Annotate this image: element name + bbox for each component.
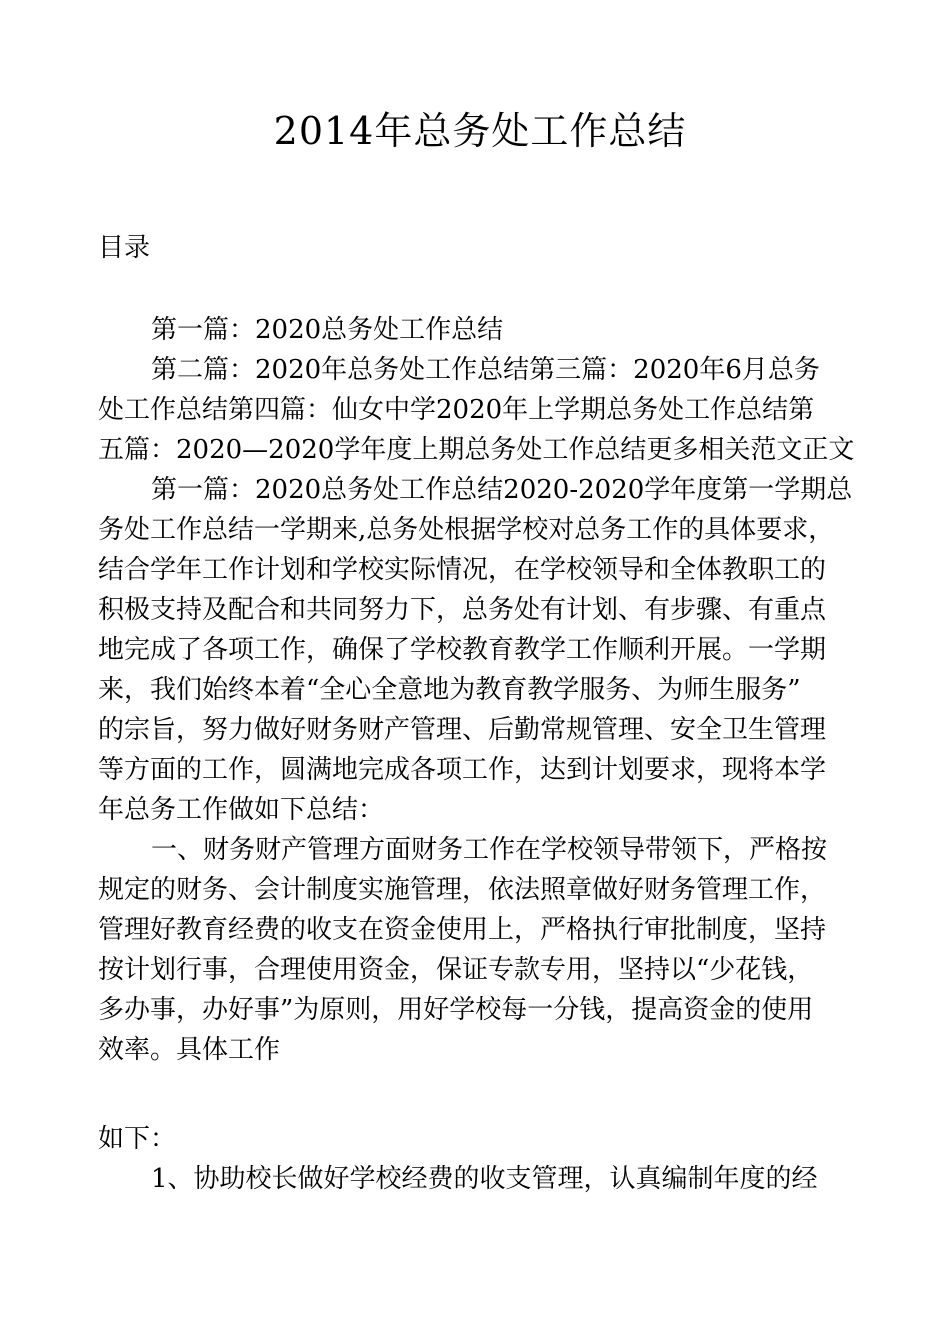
text-line: 多办事，办好事”为原则，用好学校每一分钱，提高资金的使用	[98, 995, 814, 1025]
text-line: 一、财务财产管理方面财务工作在学校领导带领下，严格按	[151, 835, 828, 865]
body-text-block-continued	[98, 1119, 868, 1199]
text-line: 第一篇：2020总务处工作总结2020-2020学年度第一学期总	[151, 475, 853, 505]
text-line: 规定的财务、会计制度实施管理，依法照章做好财务管理工作，	[98, 875, 827, 905]
text-line: 来，我们始终本着“全心全意地为教育教学服务、为师生服务”	[98, 675, 801, 705]
text-line: 积极支持及配合和共同努力下，总务处有计划、有步骤、有重点	[98, 595, 827, 625]
text-line: 年总务工作做如下总结：	[98, 795, 385, 825]
text-line: 等方面的工作，圆满地完成各项工作，达到计划要求，现将本学	[98, 755, 827, 785]
text-line: 的宗旨，努力做好财务财产管理、后勤常规管理、安全卫生管理	[98, 715, 827, 745]
document-title: 2014年总务处工作总结	[273, 109, 687, 153]
text-line: 1、协助校长做好学校经费的收支管理，认真编制年度的经	[151, 1164, 818, 1194]
text-line: 地完成了各项工作，确保了学校教育教学工作顺利开展。一学期	[98, 635, 827, 665]
text-line: 第二篇：2020年总务处工作总结第三篇：2020年6月总务	[151, 355, 820, 385]
text-line: 结合学年工作计划和学校实际情况，在学校领导和全体教职工的	[98, 555, 827, 585]
text-line: 如下：	[98, 1124, 177, 1154]
text-line: 务处工作总结一学期来,总务处根据学校对总务工作的具体要求，	[98, 515, 835, 545]
text-line: 第一篇：2020总务处工作总结	[151, 315, 504, 345]
body-text-block	[98, 310, 868, 1070]
text-line: 按计划行事，合理使用资金，保证专款专用，坚持以“少花钱，	[98, 955, 814, 985]
text-line: 管理好教育经费的收支在资金使用上，严格执行审批制度，坚持	[98, 915, 827, 945]
toc-heading: 目录	[98, 233, 151, 263]
text-line: 处工作总结第四篇：仙女中学2020年上学期总务处工作总结第	[98, 395, 815, 425]
text-line: 效率。具体工作	[98, 1035, 281, 1065]
text-line: 五篇：2020—2020学年度上期总务处工作总结更多相关范文正文	[98, 435, 855, 465]
